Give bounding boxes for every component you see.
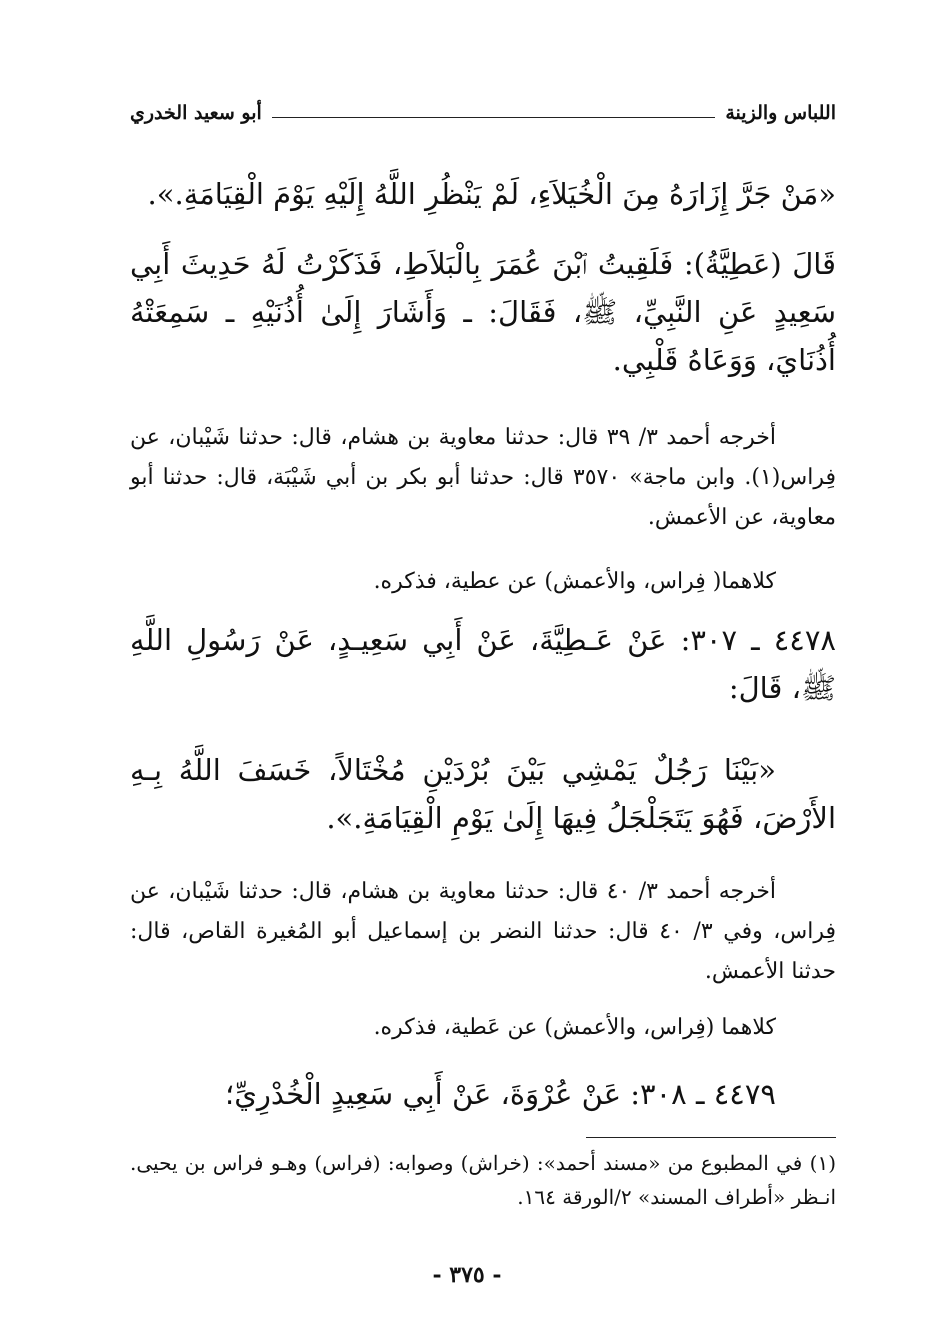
chapter-title: اللباس والزينة <box>725 102 836 124</box>
footnote: (١) في المطبوع من «مسند أحمد»: (خراش) وصوابه: (فراس) وهـو فراس بن يحيى. انـظر «أطراف المسند» ٢/الورقة ١٦٤. <box>130 1151 836 1209</box>
hadith-4478-heading: ٤٤٧٨ ـ ٣٠٧: عَنْ عَـطِيَّةَ، عَنْ أَبِي سَعِيـدٍ، عَنْ رَسُولِ اللَّهِ ﷺ، قَالَ: <box>130 623 836 705</box>
header-rule <box>272 117 716 118</box>
page-number: - ٣٧٥ - <box>432 1262 502 1288</box>
hadith-4477-takhrij: أخرجه أحمد ٣/ ٣٩ قال: حدثنا معاوية بن هشام، قال: حدثنا شَيْبان، عن فِراس(١). وابن ماجة» ٣٥٧٠ قال: حدثنا أبو بكر بن أبي شَيْبَة، قال: حدثنا أبو معاوية، عن الأعمش. <box>130 425 836 530</box>
section-title: أبو سعيد الخدري <box>130 102 262 124</box>
hadith-4479-heading: ٤٤٧٩ ـ ٣٠٨: عَنْ عُرْوَةَ، عَنْ أَبِي سَعِيدٍ الْخُدْرِيِّ؛ <box>224 1077 776 1111</box>
hadith-4477-matn: «مَنْ جَرَّ إِزَارَهُ مِنَ الْخُيَلاَءِ، لَمْ يَنْظُرِ اللَّهُ إِلَيْهِ يَوْمَ الْقِيَامَةِ.». <box>147 177 836 211</box>
hadith-4477-athar: قَالَ (عَطِيَّةُ): فَلَقِيتُ ٱبْنَ عُمَرَ بِالْبَلاَطِ، فَذَكَرْتُ لَهُ حَدِيثَ أَبِي سَعِيدٍ عَنِ النَّبِيِّ، ﷺ، فَقَالَ: ـ وَأَشَارَ إِلَىٰ أُذُنَيْهِ ـ سَمِعَتْهُ أُذُنَايَ، وَوَعَاهُ قَلْبِي. <box>130 247 836 377</box>
running-header <box>130 96 836 130</box>
hadith-4478-takhrij: أخرجه أحمد ٣/ ٤٠ قال: حدثنا معاوية بن هشام، قال: حدثنا شَيْبان، عن فِراس، وفي ٣/ ٤٠ قال: حدثنا النضر بن إسماعيل أبو المُغيرة القاص، قال: حدثنا الأعمش. <box>130 879 837 984</box>
hadith-4478-summary: كلاهما (فِراس، والأعمش) عن عَطية، فذكره. <box>373 1015 776 1040</box>
hadith-4478-matn: «بَيْنَا رَجُلٌ يَمْشِي بَيْنَ بُرْدَيْنِ مُخْتَالاً، خَسَفَ اللَّهُ بِـهِ الأَرْضَ، فَهُوَ يَتَجَلْجَلُ فِيهَا إِلَىٰ يَوْمِ الْقِيَامَةِ.». <box>130 753 836 835</box>
footnote-rule <box>586 1137 836 1138</box>
hadith-4477-summary: كلاهما( فِراس، والأعمش) عن عطية، فذكره. <box>373 569 776 594</box>
